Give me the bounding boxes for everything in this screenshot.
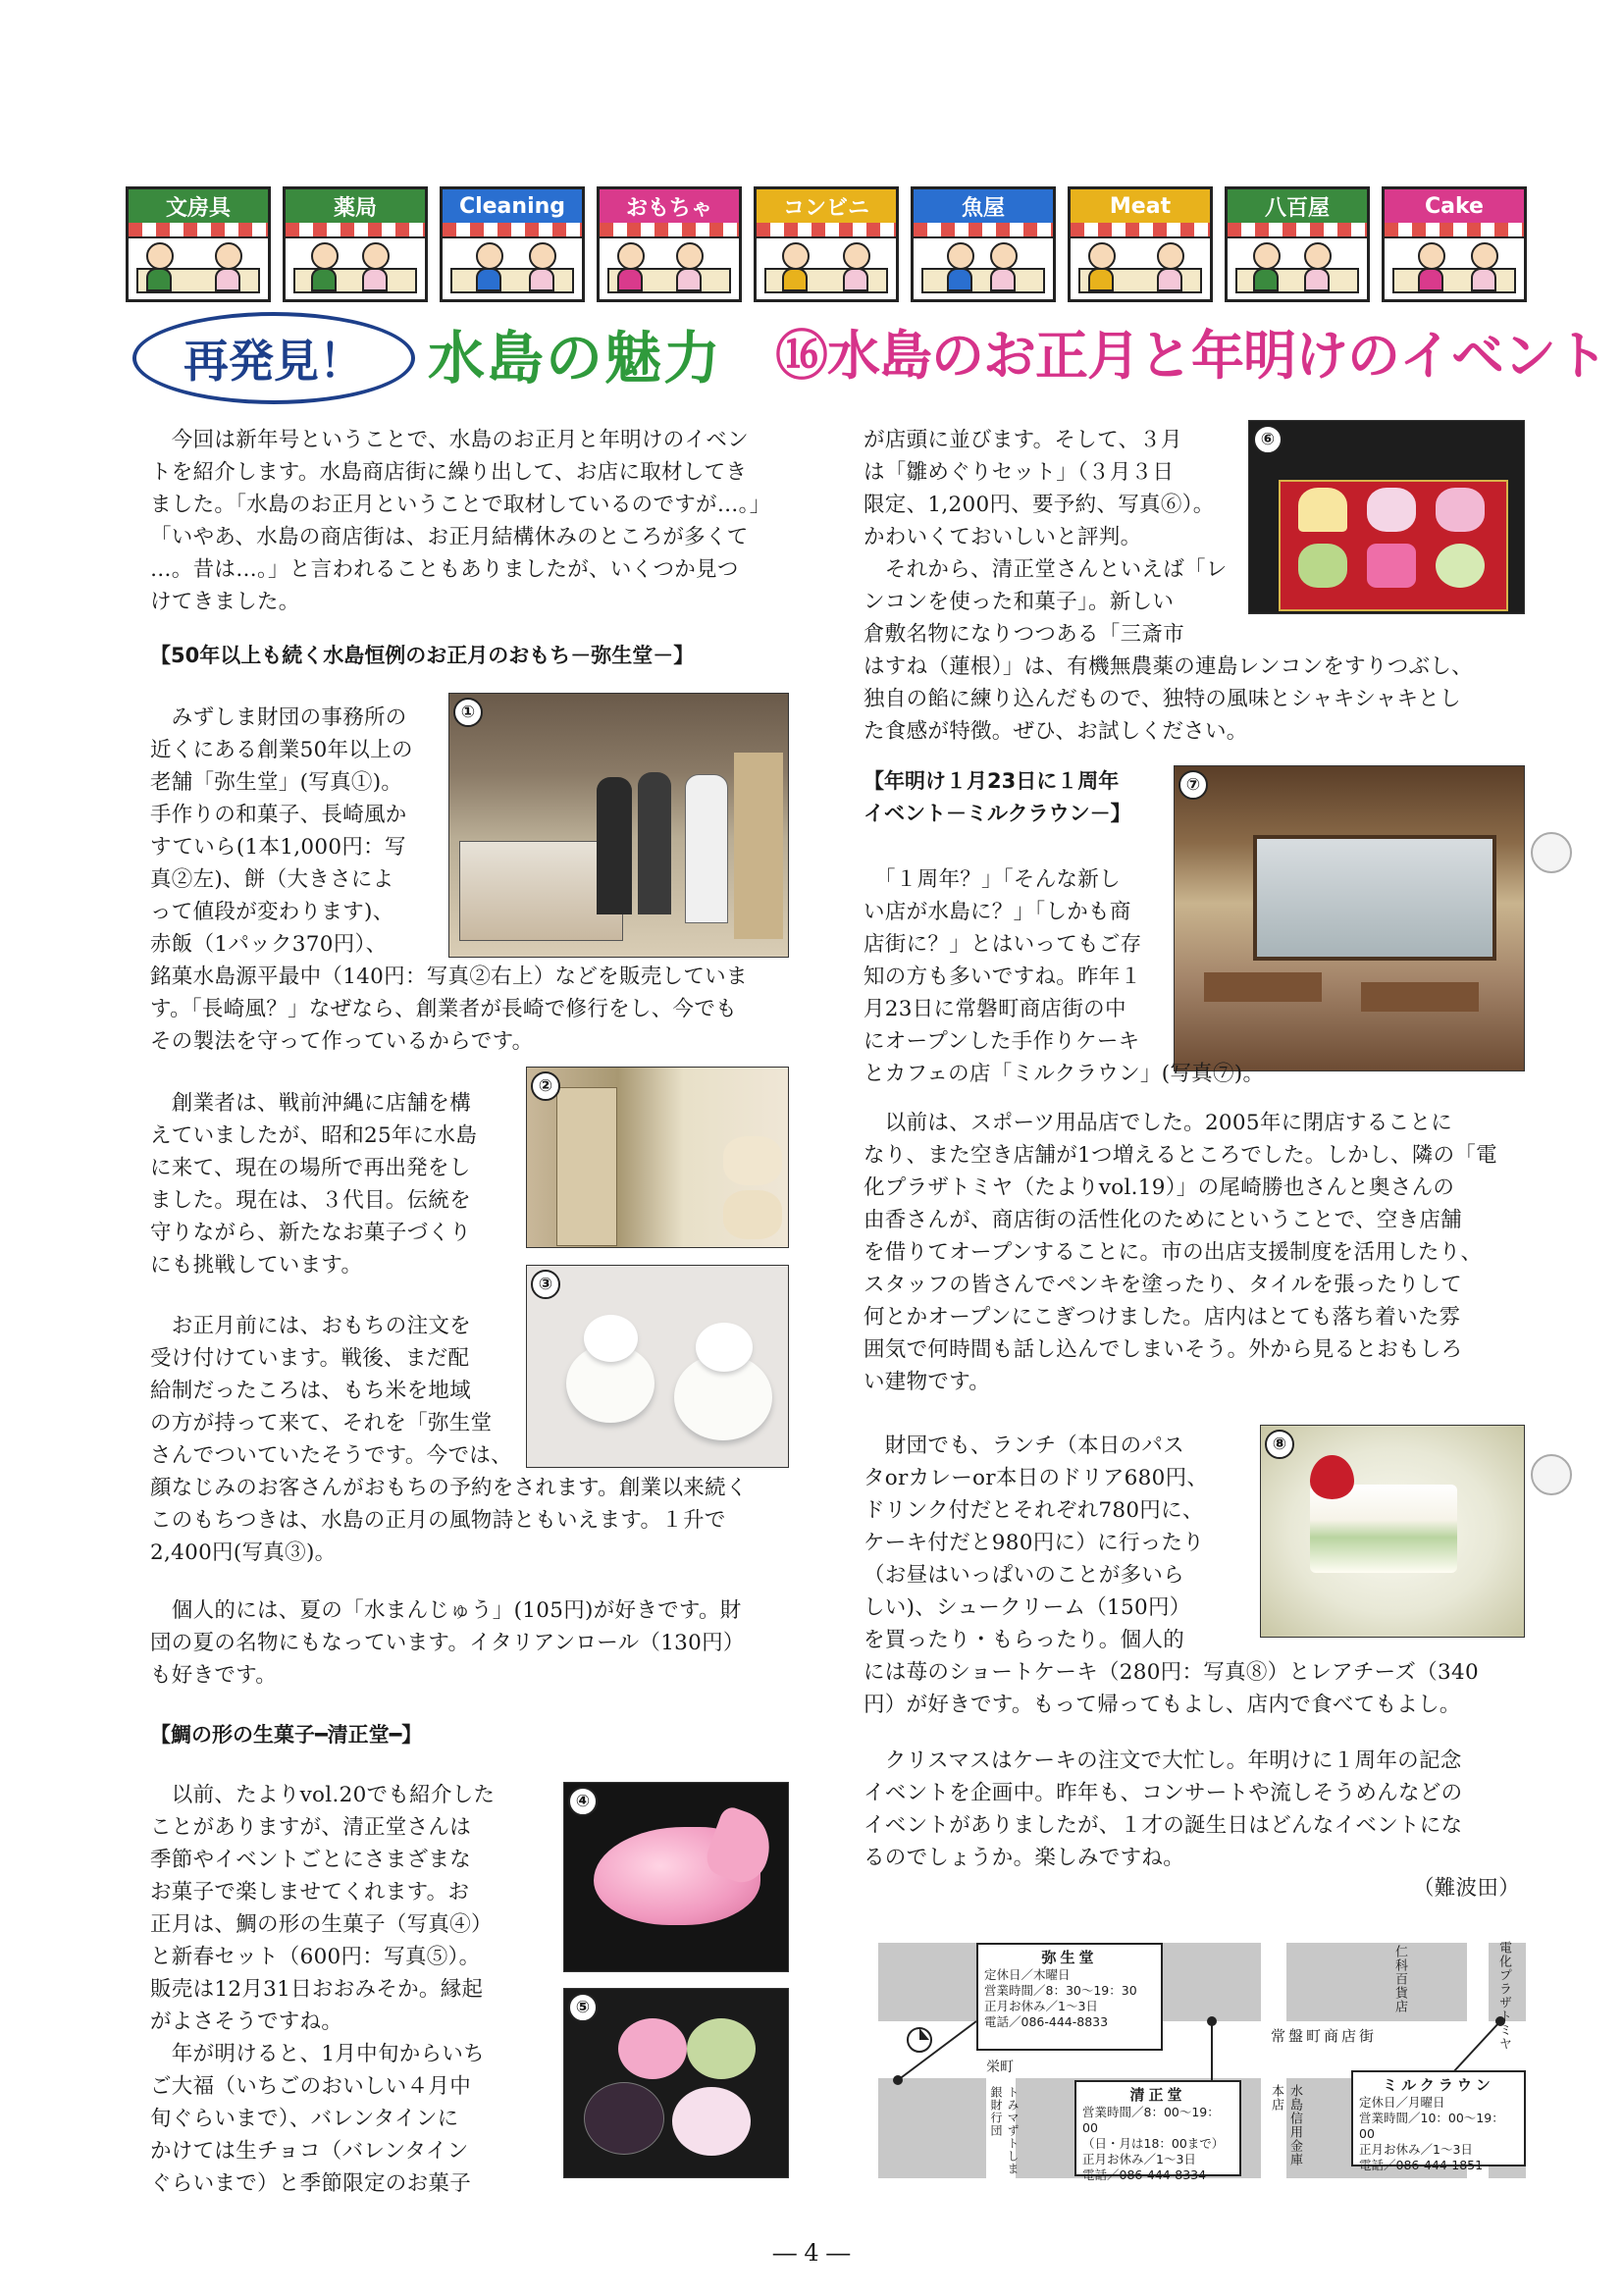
shop-illustration [440, 186, 585, 302]
map-yayoido-box [976, 1943, 1163, 2051]
milkcrown-text-3: 財団でも、ランチ（本日のパス タorカレーor本日のドリア680円、 ドリンク付だとそれぞれ780円に、 ケーキ付だと980円に）に行ったり （お昼はいっぱいのことが多いら しい)、シュークリーム（150円） を買ったり・もらったり。個人的 [864, 1434, 1209, 1652]
photo-1-yayoido-shop [448, 693, 789, 958]
yayoido-text-4: お正月前には、おもちの注文を 受け付けています。戦後、まだ配 給制だったころは、もち米を地域 の方が持って来て、それを「弥生堂 さんでついていたそうです。今では、 [150, 1314, 512, 1468]
title-bubble [132, 312, 415, 404]
shop-sign: 魚屋 [914, 189, 1053, 226]
shop-illustration [597, 186, 742, 302]
shop-illustration [911, 186, 1056, 302]
shop-illustration [1225, 186, 1370, 302]
shop-illustration [1382, 186, 1527, 302]
photo-4-tai-sweet [563, 1782, 789, 1972]
personal-favorites-text: 個人的には、夏の「水まんじゅう」(105円)が好きです。財 団の夏の名物にもなっています。イタリアンロール（130円） も好きです。 [150, 1598, 745, 1688]
photo-number-3: ③ [531, 1270, 560, 1299]
map-milkcrown-line: 定休日／月曜日 [1359, 2095, 1445, 2110]
map-seishodo-line: （日・月は18：00まで） [1082, 2136, 1225, 2151]
heading-seishodo: 【鯛の形の生菓子━清正堂━】 [150, 1723, 423, 1747]
photo-3-mochi [526, 1265, 789, 1468]
author: （難波田） [1413, 1876, 1521, 1901]
shop-sign: 薬局 [286, 189, 425, 226]
map-yayoido-line: 正月お休み／1～3日 [984, 1999, 1098, 2013]
map-milkcrown-box [1351, 2070, 1526, 2172]
map-label-shinkin: 水島信用金庫本店 [1269, 2084, 1302, 2166]
yayoido-text-2: 銘菓水島源平最中（140円：写真②右上）などを販売していま す。「長崎風？」なぜなら、創業者が長崎で修行をし、今でも その製法を守って作っているからです。 [150, 965, 748, 1054]
map-milkcrown-line: 営業時間／10：00～19：00 [1359, 2111, 1504, 2141]
page-number: ― 4 ― [772, 2239, 851, 2267]
map-seishodo-name: 清正堂 [1129, 2086, 1186, 2104]
shop-sign: Meat [1071, 189, 1210, 226]
map-street-sakaemachi: 栄町 [986, 2060, 1014, 2075]
heading-yayoido: 【50年以上も続く水島恒例のお正月のおもち－弥生堂－】 [150, 644, 695, 667]
shop-banner [126, 186, 1527, 304]
photo-5-new-year-set [563, 1988, 789, 2178]
binder-hole-bottom [1531, 1454, 1572, 1495]
shop-illustration [283, 186, 428, 302]
title-sub: ⑯水島のお正月と年明けのイベント [775, 325, 1607, 387]
binder-hole-top [1531, 832, 1572, 873]
photo-number-5: ⑤ [568, 1993, 598, 2022]
map-street-tokiwacho: 常盤町商店街 [1271, 2027, 1378, 2045]
photo-number-7: ⑦ [1178, 770, 1208, 800]
map-label-tomiya: 電化プラザトミヤ [1496, 1941, 1511, 2051]
photo-number-8: ⑧ [1265, 1430, 1294, 1459]
photo-number-6: ⑥ [1253, 425, 1283, 454]
map-label-tomato-zaidan: トみマずトしま銀財行団 [989, 2086, 1020, 2175]
shop-illustration [126, 186, 271, 302]
photo-number-4: ④ [568, 1787, 598, 1816]
milkcrown-text-4: には苺のショートケーキ（280円：写真⑧）とレアチーズ（340 円）が好きです。もって帰ってもよし、店内で食べてもよし。 [864, 1660, 1479, 1717]
photo-2-castella-monaka [526, 1067, 789, 1248]
heading-milkcrown: 【年明け１月23日に１周年 イベント－ミルクラウン－】 [864, 769, 1131, 825]
shop-sign: コンビニ [757, 189, 896, 226]
shop-illustration [754, 186, 899, 302]
shop-map [878, 1941, 1526, 2182]
title-bubble-text: 再発見！ [183, 335, 364, 388]
yayoido-text-1: みずしま財団の事務所の 近くにある創業50年以上の 老舗「弥生堂」(写真①)。 手作りの和菓子、長崎風か すていら(1本1,000円：写 真②左)、餅（大きさによ って値段が変わります)、 赤飯（1パック370円）、 [150, 705, 413, 957]
milkcrown-text-2: 以前は、スポーツ用品店でした。2005年に閉店することに なり、また空き店舗が1つ増えるところでした。しかし、隣の「電 化プラザトミヤ（たよりvol.19）」の尾崎勝也さんと奥さんの 由香さんが、商店街の活性化のためにということで、空き店舗 を借りてオープンすることに。市の出店支援制度を活用したり、 スタッフの皆さんでペンキを塗ったり、タイルを張ったりして 何とかオープンにこぎつけました。店内はとても落ち着いた雰 囲気で何時間も話し込んでしまいそう。外から見るとおもしろ い建物です。 [864, 1111, 1497, 1394]
yayoido-text-5: 顔なじみのお客さんがおもちの予約をされます。創業以来続く このもちつきは、水島の正月の風物詩ともいえます。１升で 2,400円(写真③)。 [150, 1476, 748, 1565]
map-milkcrown-line: 正月お休み／1～3日 [1359, 2142, 1473, 2157]
photo-number-1: ① [453, 698, 483, 727]
seishodo-text-continued: が店頭に並びます。そして、３月 は「雛めぐりセット」（３月３日 限定、1,200円、要予約、写真⑥）。 かわいくておいしいと評判。 それから、清正堂さんといえば「レ ンコンを使った和菓子」。新しい 倉敷名物になりつつある「三斎市 [864, 428, 1228, 647]
map-seishodo-box [1074, 2080, 1241, 2182]
map-milkcrown-line: 電話／086-444-1851 [1359, 2158, 1484, 2172]
milkcrown-text-5: クリスマスはケーキの注文で大忙し。年明けに１周年の記念 イベントを企画中。昨年も、コンサートや流しそうめんなどの イベントがありましたが、１才の誕生日はどんなイベントにな るのでしょうか。楽しみですね。 [864, 1748, 1463, 1870]
map-yayoido-line: 定休日／木曜日 [984, 1967, 1071, 1982]
renkon-text: はすね（蓮根）」は、有機無農薬の連島レンコンをすりつぶし、 独自の餡に練り込んだもので、独特の風味とシャキシャキとし た食感が特徴。ぜひ、お試しください。 [864, 654, 1473, 744]
photo-8-shortcake [1260, 1425, 1525, 1638]
map-milkcrown-name: ミルクラウン [1383, 2076, 1494, 2094]
photo-6-hina-set [1248, 420, 1525, 614]
map-label-nishina: 仁科百貨店 [1392, 1945, 1407, 2013]
shop-sign: Cake [1385, 189, 1524, 226]
shop-illustration [1068, 186, 1213, 302]
map-yayoido-line: 営業時間／8：30～19：30 [984, 1983, 1137, 1998]
map-seishodo-line: 正月お休み／1～3日 [1082, 2152, 1196, 2166]
map-seishodo-line: 電話／086-444-8334 [1082, 2167, 1207, 2182]
map-seishodo-line: 営業時間／8：00～19：00 [1082, 2105, 1220, 2135]
yayoido-text-3: 創業者は、戦前沖縄に店舗を構 えていましたが、昭和25年に水島 に来て、現在の場所で再出発をし ました。現在は、３代目。伝統を 守りながら、新たなお菓子づくり にも挑戦しています。 [150, 1091, 478, 1278]
milkcrown-text-1: 「１周年？」「そんな新し い店が水島に？」「しかも商 店街に？」とはいってもご存 知の方も多いですね。昨年１ 月23日に常磐町商店街の中 にオープンした手作りケーキ とカフェの店「ミルクラウン」(写真⑦)。 [864, 867, 1265, 1086]
shop-sign: 文房具 [129, 189, 268, 226]
title-main: 水島の魅力 [428, 325, 723, 391]
photo-number-2: ② [531, 1071, 560, 1101]
shop-sign: おもちゃ [600, 189, 739, 226]
seishodo-text: 以前、たよりvol.20でも紹介した ことがありますが、清正堂さんは 季節やイベントごとにさまざまな お菓子で楽しませてくれます。お 正月は、鯛の形の生菓子（写真④） と新春セット（600円：写真⑤）。 販売は12月31日おおみそか。縁起 がよさそうですね。 年が明けると、1月中旬からいち ご大福（いちごのおいしい４月中 旬ぐらいまで）、バレンタインに かけては生チョコ（バレンタイン ぐらいまで）と季節限定のお菓子 [150, 1783, 496, 2196]
map-yayoido-name: 弥生堂 [1041, 1949, 1098, 1966]
shop-sign: 八百屋 [1228, 189, 1367, 226]
intro-text: 今回は新年号ということで、水島のお正月と年明けのイベン トを紹介します。水島商店街に繰り出して、お店に取材してき ました。「水島のお正月ということで取材しているのですが…。」 「いやあ、水島の商店街は、お正月結構休みのところが多くて …。昔は…。」と言われることもありましたが、いくつか見つ けてきました。 [150, 428, 771, 614]
shop-sign: Cleaning [443, 189, 582, 226]
map-yayoido-line: 電話／086-444-8833 [984, 2014, 1109, 2029]
